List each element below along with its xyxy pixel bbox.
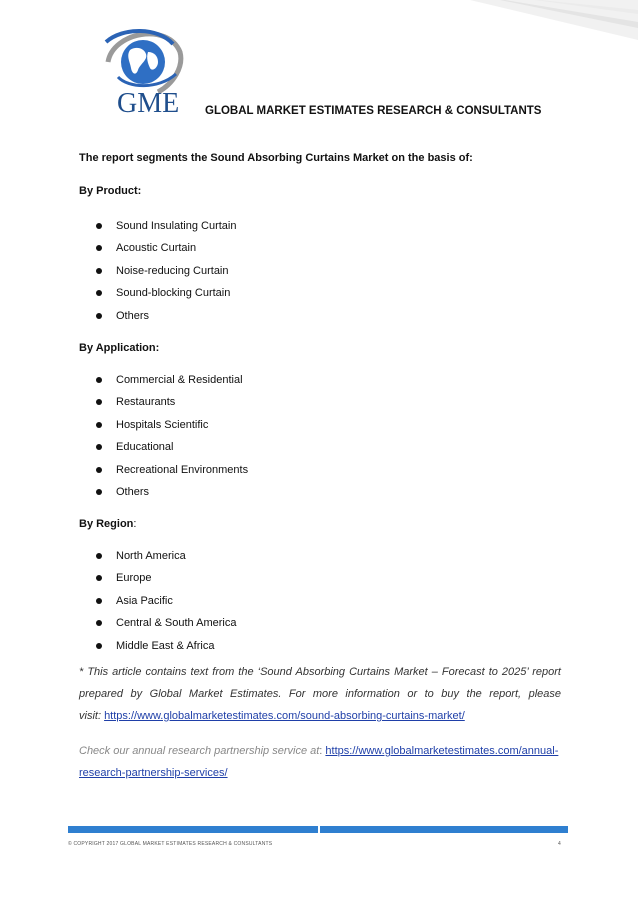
bullet-icon — [96, 422, 102, 428]
note-line: * This article contains text from the ‘Sound Absorbing Curtains Market – Forecast to 2025’ report — [79, 666, 561, 678]
list-item-label: Hospitals Scientific — [116, 418, 209, 431]
bullet-icon — [96, 313, 102, 319]
list-item — [96, 219, 236, 241]
list-item-label: Commercial & Residential — [116, 374, 243, 386]
footer-copyright: © COPYRIGHT 2017 GLOBAL MARKET ESTIMATES RESEARCH & CONSULTANTS — [68, 841, 273, 847]
list-item-label: Europe — [116, 572, 152, 585]
section-heading-product: By Product: — [79, 185, 142, 197]
list-item-label: Educational — [116, 441, 174, 454]
partnership-note — [79, 740, 561, 784]
section-heading-region — [79, 518, 136, 530]
product-list — [96, 219, 236, 331]
source-note — [79, 661, 561, 727]
region-list — [96, 549, 236, 661]
bullet-icon — [96, 268, 102, 274]
list-item — [96, 549, 236, 571]
partner-line — [79, 762, 561, 784]
partnership-link-part1[interactable]: https://www.globalmarketestimates.com/annual- — [325, 745, 559, 757]
list-item-label: Restaurants — [116, 396, 176, 409]
bullet-icon — [96, 223, 102, 229]
list-item — [96, 309, 236, 331]
note-visit-label: visit: — [79, 710, 101, 722]
note-line-with-link — [79, 705, 561, 727]
note-line: prepared by Global Market Estimates. For more information or to buy the report, please — [79, 688, 561, 700]
region-heading-text: By Region — [79, 518, 134, 530]
list-item-label: North America — [116, 550, 186, 562]
intro-sentence: The report segments the Sound Absorbing Curtains Market on the basis of: — [79, 152, 473, 164]
list-item — [96, 639, 236, 661]
bullet-icon — [96, 643, 102, 649]
bullet-icon — [96, 377, 102, 383]
bullet-icon — [96, 290, 102, 296]
partner-colon: : — [319, 745, 323, 757]
bullet-icon — [96, 575, 102, 581]
bullet-icon — [96, 553, 102, 559]
partner-line — [79, 740, 561, 762]
list-item — [96, 616, 236, 638]
list-item — [96, 485, 248, 507]
list-item-label: Middle East & Africa — [116, 639, 215, 652]
list-item — [96, 463, 248, 485]
list-item — [96, 241, 236, 263]
report-link[interactable]: https://www.globalmarketestimates.com/sound-absorbing-curtains-market/ — [104, 710, 465, 722]
list-item — [96, 418, 248, 440]
partnership-link-part2[interactable]: research-partnership-services/ — [79, 767, 228, 779]
list-item-label: Acoustic Curtain — [116, 242, 197, 255]
list-item-label: Sound-blocking Curtain — [116, 287, 231, 300]
list-item — [96, 571, 236, 593]
bullet-icon — [96, 620, 102, 626]
header-title: GLOBAL MARKET ESTIMATES RESEARCH & CONSULTANTS — [205, 105, 542, 117]
list-item-label: Asia Pacific — [116, 594, 173, 607]
list-item-label: Central & South America — [116, 617, 237, 630]
bullet-icon — [96, 245, 102, 251]
logo-wordmark: GME — [117, 88, 180, 119]
bullet-icon — [96, 467, 102, 473]
page-number: 4 — [558, 841, 561, 847]
list-item — [96, 373, 248, 395]
list-item-label: Others — [116, 309, 150, 322]
list-item-label: Sound Insulating Curtain — [116, 220, 237, 232]
bullet-icon — [96, 489, 102, 495]
list-item — [96, 395, 248, 417]
list-item-label: Others — [116, 485, 150, 498]
list-item — [96, 286, 236, 308]
footer-bar-divider — [318, 826, 320, 833]
list-item — [96, 594, 236, 616]
list-item-label: Noise-reducing Curtain — [116, 264, 229, 277]
list-item — [96, 440, 248, 462]
region-heading-colon: : — [133, 518, 137, 530]
application-list — [96, 373, 248, 507]
bullet-icon — [96, 598, 102, 604]
list-item-label: Recreational Environments — [116, 463, 249, 476]
partner-lead-text: Check our annual research partnership service at — [79, 745, 320, 757]
list-item — [96, 264, 236, 286]
section-heading-application: By Application: — [79, 342, 160, 354]
bullet-icon — [96, 399, 102, 405]
bullet-icon — [96, 444, 102, 450]
